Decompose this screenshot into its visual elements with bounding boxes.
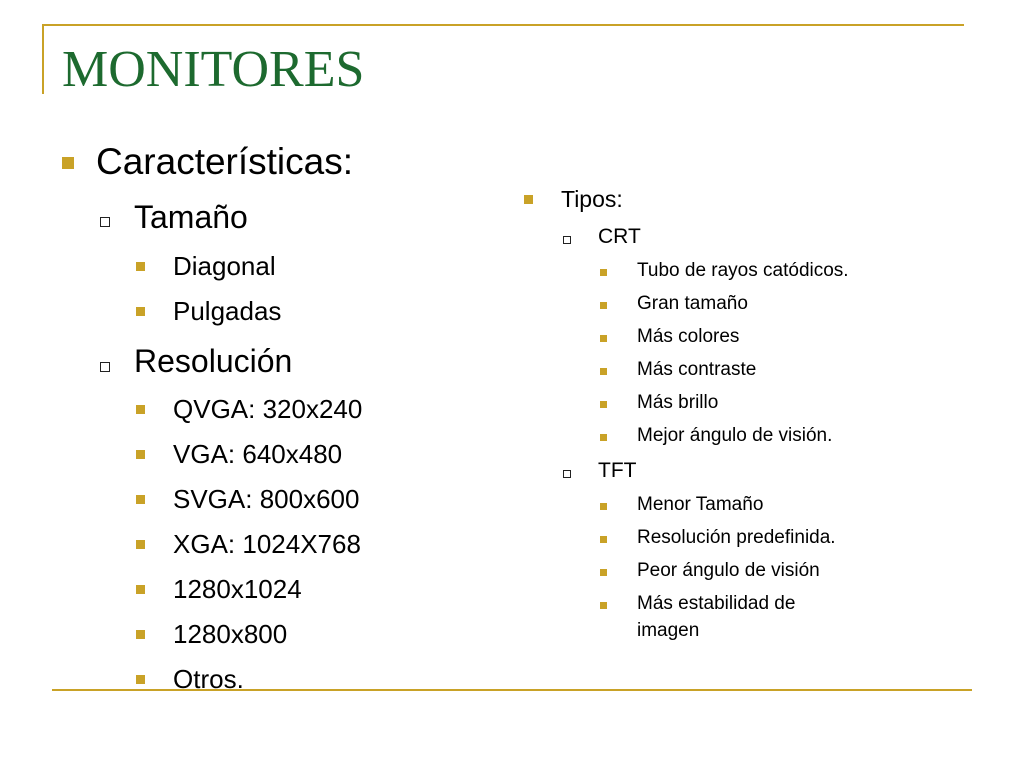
left-heading: Características:: [96, 141, 354, 182]
outline-square-bullet-icon: [100, 217, 110, 227]
bullet-square-icon: [136, 262, 145, 271]
left-group-label: Resolución: [134, 343, 293, 379]
bullet-square-icon: [600, 536, 607, 543]
bullet-square-icon: [600, 335, 607, 342]
list-item: Menor Tamaño: [637, 494, 764, 515]
list-item: Más estabilidad de: [637, 593, 796, 614]
list-item: Más contraste: [637, 359, 757, 380]
list-item: XGA: 1024X768: [173, 529, 361, 559]
outline-square-bullet-icon: [563, 236, 571, 244]
left-group-label: Tamaño: [134, 199, 248, 235]
bullet-square-icon: [600, 602, 607, 609]
bullet-square-icon: [136, 450, 145, 459]
bullet-square-icon: [600, 368, 607, 375]
bullet-square-icon: [600, 401, 607, 408]
bullet-square-icon: [136, 675, 145, 684]
list-item: Mejor ángulo de visión.: [637, 425, 833, 446]
outline-square-bullet-icon: [100, 362, 110, 372]
list-item-continuation: imagen: [637, 620, 700, 641]
bullet-square-icon: [600, 269, 607, 276]
bullet-square-icon: [62, 157, 74, 169]
list-item: Tubo de rayos catódicos.: [637, 260, 849, 281]
outline-square-bullet-icon: [563, 470, 571, 478]
bullet-square-icon: [136, 585, 145, 594]
bullet-square-icon: [600, 503, 607, 510]
list-item: VGA: 640x480: [173, 439, 343, 469]
decorative-top-line: [42, 24, 964, 26]
bullet-square-icon: [136, 307, 145, 316]
bullet-square-icon: [600, 434, 607, 441]
bullet-square-icon: [136, 540, 145, 549]
bullet-square-icon: [600, 302, 607, 309]
list-item: Otros.: [173, 664, 244, 694]
list-item: Gran tamaño: [637, 293, 748, 314]
slide-title: MONITORES: [62, 41, 365, 98]
list-item: Diagonal: [173, 251, 276, 281]
list-item: Más brillo: [637, 392, 719, 413]
bullet-square-icon: [136, 495, 145, 504]
list-item: SVGA: 800x600: [173, 484, 360, 514]
list-item: Peor ángulo de visión: [637, 560, 820, 581]
list-item: QVGA: 320x240: [173, 394, 363, 424]
right-group-label: TFT: [598, 459, 637, 482]
list-item: Pulgadas: [173, 296, 282, 326]
bullet-square-icon: [600, 569, 607, 576]
bullet-square-icon: [524, 195, 533, 204]
list-item: 1280x800: [173, 619, 288, 649]
bullet-square-icon: [136, 630, 145, 639]
right-group-label: CRT: [598, 225, 641, 248]
bullet-square-icon: [136, 405, 145, 414]
list-item: 1280x1024: [173, 574, 302, 604]
right-heading: Tipos:: [561, 186, 623, 212]
decorative-vertical-line: [42, 24, 44, 94]
list-item: Más colores: [637, 326, 740, 347]
list-item: Resolución predefinida.: [637, 527, 836, 548]
